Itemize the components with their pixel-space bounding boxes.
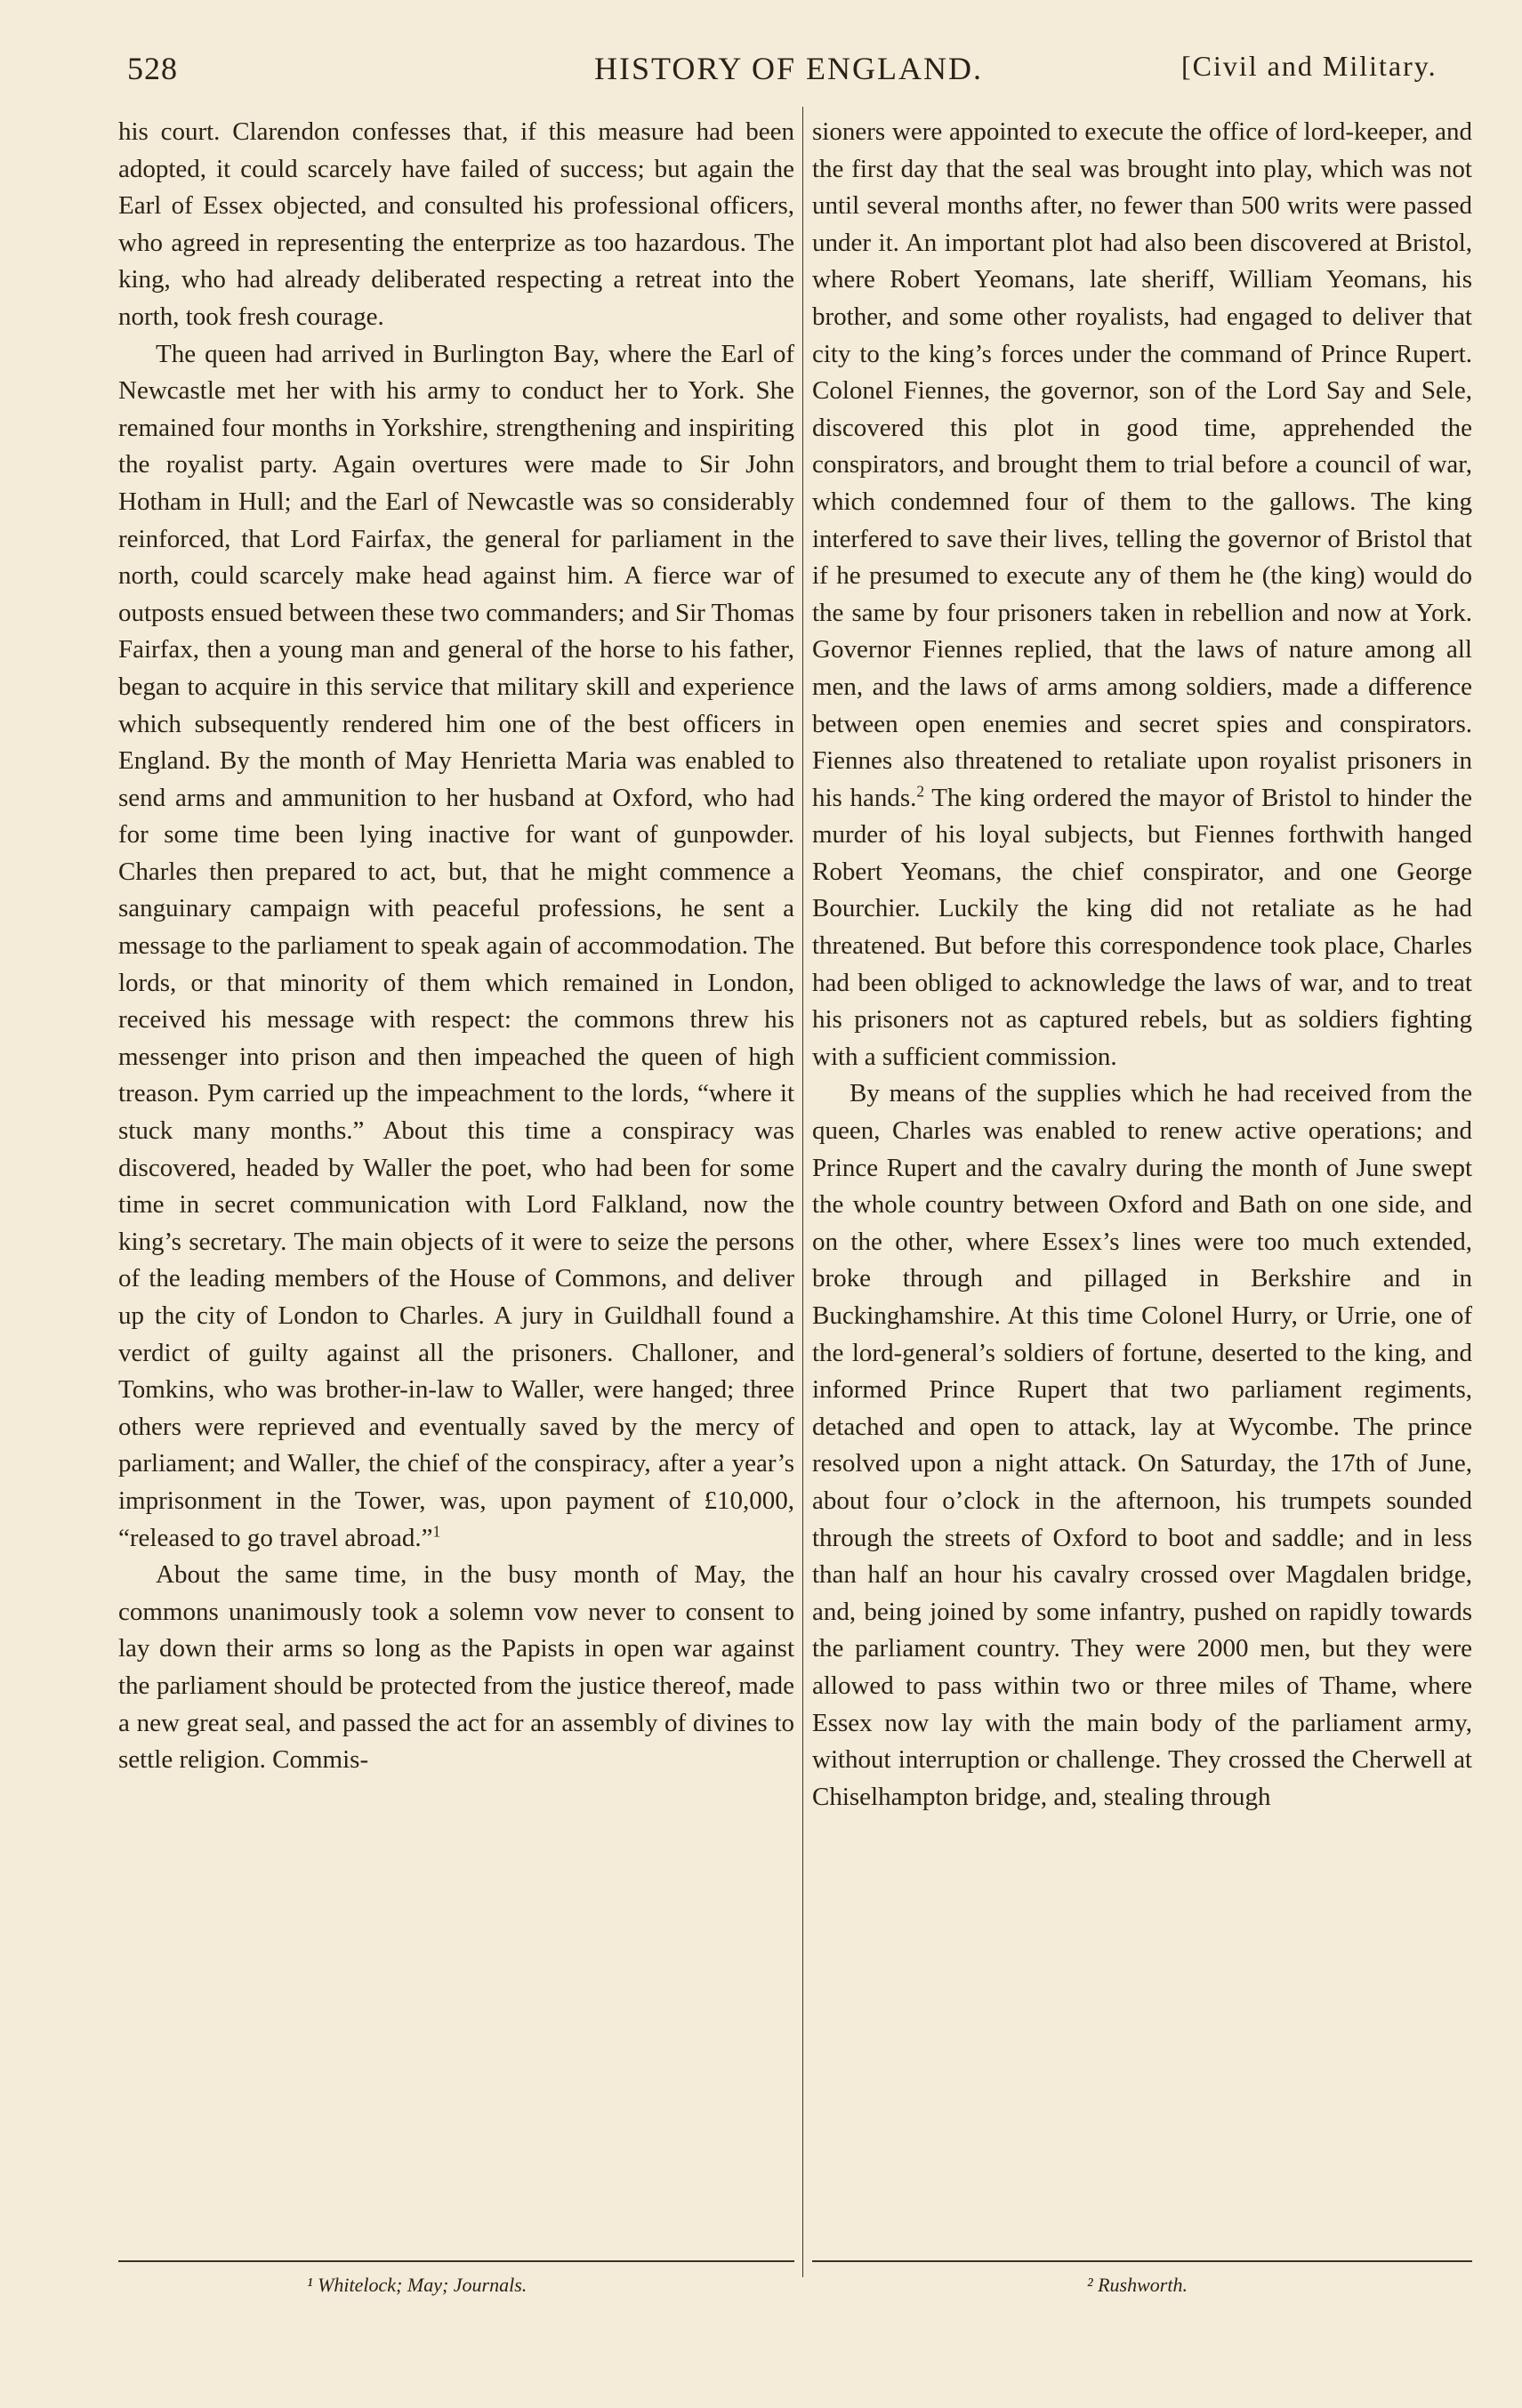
footnote-ref: 1 [432, 1521, 441, 1540]
paragraph: his court. Clarendon confesses that, if this measure had been adopted, it could scarcely have failed of success; but again the Earl of Essex objected, and consulted his professional officers, who agreed in representing the enterprize as too hazardous. The king, who had already deliberated respecting a retreat into the north, took fresh courage. [118, 117, 794, 331]
paragraph [812, 114, 1472, 1075]
paragraph: About the same time, in the busy month of May, the commons unanimously took a solemn vow never to consent to lay down their arms so long as the Papists in open war against the parliament should be protected from the justice thereof, made a new great seal, and passed the act for an assembly of divines to settle religion. Commis- [118, 1560, 794, 1775]
footnote-right: ² Rushworth. [1087, 2274, 1188, 2296]
page-header [118, 43, 1479, 87]
column-divider [802, 107, 803, 2277]
section-label: [Civil and Military. [1181, 50, 1437, 82]
paragraph: By means of the supplies which he had received from the queen, Charles was enabled to renew active operations; and Prince Rupert and the cavalry during the month of June swept the whole country between Oxford and Bath on one side, and on the other, where Essex’s lines were too much extended, broke through and pillaged in Berkshire and in Buckinghamshire. At this time Colonel Hurry, or Urrie, one of the lord-general’s soldiers of fortune, deserted to the king, and informed Prince Rupert that two parliament regiments, detached and open to attack, lay at Wycombe. The prince resolved upon a night attack. On Saturday, the 17th of June, about four o’clock in the afternoon, his trumpets sounded through the streets of Oxford to boot and saddle; and in less than half an hour his cavalry crossed over Magdalen bridge, and, being joined by some infantry, pushed on rapidly towards the parliament country. They were 2000 men, but they were allowed to pass within two or three miles of Thame, where Essex now lay with the main body of the parliament army, without interruption or challenge. They crossed the Cherwell at Chiselhampton bridge, and, stealing through [812, 1079, 1472, 1811]
footnote-rule [812, 2260, 1472, 2262]
paragraph-text: sioners were appointed to execute the office of lord-keeper, and the first day that the seal was brought into play, which was not until several months after, no fewer than 500 writs were passed under it. An important plot had also been discovered at Bristol, where Robert Yeomans, late sheriff, William Yeomans, his brother, and some other royalists, had engaged to deliver that city to the king’s forces under the command of Prince Rupert. Colonel Fiennes, the governor, son of the Lord Say and Sele, discovered this plot in good time, apprehended the conspirators, and brought them to trial before a council of war, which condemned four of them to the gallows. The king interfered to save their lives, telling the governor of Bristol that if he presumed to execute any of them he (the king) would do the same by four prisoners taken in rebellion and now at York. Governor Fiennes replied, that the laws of nature among all men, and the laws of arms among soldiers, made a difference between open enemies and secret spies and conspirators. Fiennes also threatened to retaliate upon royalist prisoners in his hands. [812, 117, 1472, 812]
running-title: HISTORY OF ENGLAND. [594, 51, 984, 86]
footnote-ref: 2 [916, 782, 925, 801]
left-column [118, 114, 794, 1779]
page-number: 528 [127, 51, 178, 86]
paragraph-text: The king ordered the mayor of Bristol to hinder the murder of his loyal subjects, but Fiennes forthwith hanged Robert Yeomans, the chief conspirator, and one George Bourchier. Luckily the king did not retaliate as he had threatened. But before this correspondence took place, Charles had been obliged to acknowledge the laws of war, and to treat his prisoners not as captured rebels, but as soldiers fighting with a sufficient commission. [812, 783, 1472, 1071]
right-column [812, 114, 1472, 1816]
footnote-left: ¹ Whitelock; May; Journals. [307, 2274, 527, 2296]
paragraph-text: The queen had arrived in Burlington Bay, where the Earl of Newcastle met her with his army to conduct her to York. She remained four months in Yorkshire, strengthening and inspiriting the royalist party. Again overtures were made to Sir John Hotham in Hull; and the Earl of Newcastle was so considerably reinforced, that Lord Fairfax, the general for parliament in the north, could scarcely make head against him. A fierce war of outposts ensued between these two commanders; and Sir Thomas Fairfax, then a young man and general of the horse to his father, began to acquire in this service that military skill and experience which subsequently rendered him one of the best officers in England. By the month of May Henrietta Maria was enabled to send arms and ammunition to her husband at Oxford, who had for some time been lying inactive for want of gunpowder. Charles then prepared to act, but, that he might commence a sanguinary campaign with peaceful professions, he sent a message to the parliament to speak again of accommodation. The lords, or that minority of them which remained in London, received his message with respect: the commons threw his messenger into prison and then impeached the queen of high treason. Pym carried up the impeachment to the lords, “where it stuck many months.” About this time a conspiracy was discovered, headed by Waller the poet, who had been for some time in secret communication with Lord Falkland, now the king’s secretary. The main objects of it were to seize the persons of the leading members of the House of Commons, and deliver up the city of London to Charles. A jury in Guildhall found a verdict of guilty against all the prisoners. Challoner, and Tomkins, who was brother-in-law to Waller, were hanged; three others were reprieved and eventually saved by the mercy of parliament; and Waller, the chief of the conspiracy, after a year’s imprisonment in the Tower, was, upon payment of £10,000, “released to go travel abroad.” [118, 339, 794, 1552]
paragraph [118, 336, 794, 1558]
footnote-rule [118, 2260, 794, 2262]
